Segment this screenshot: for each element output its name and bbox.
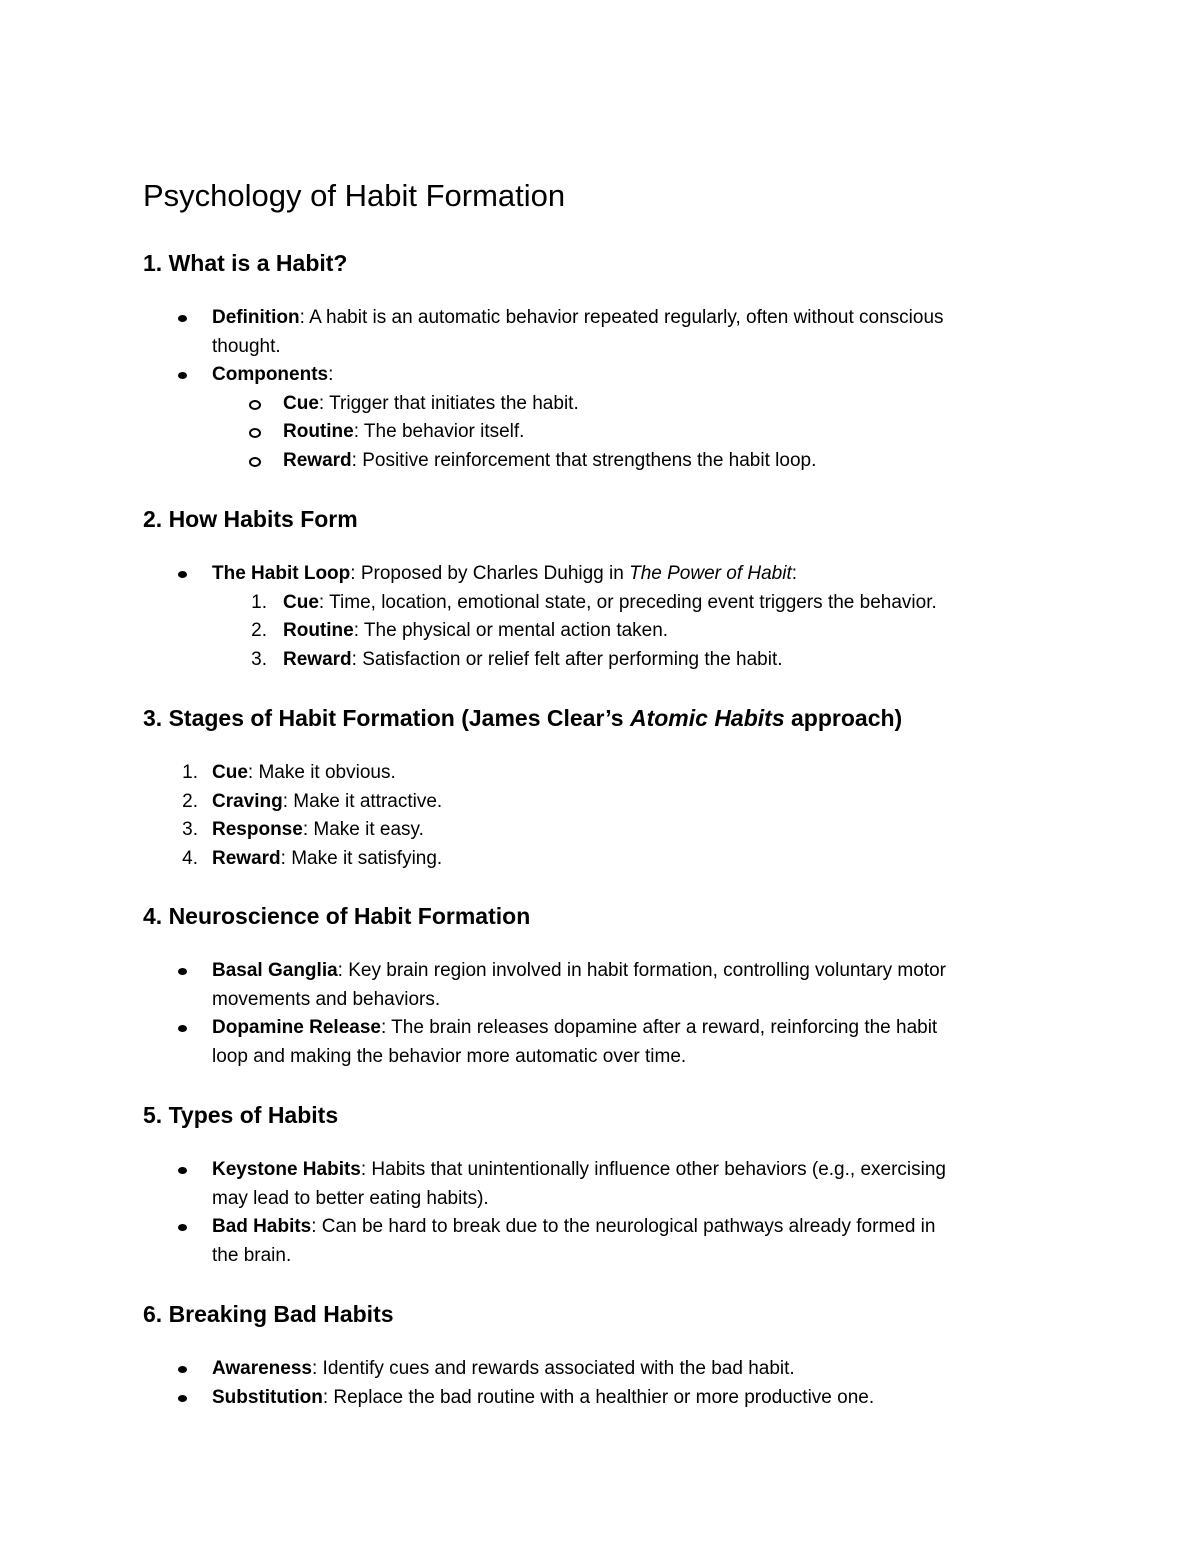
description: : Identify cues and rewards associated with the bad habit. — [312, 1358, 795, 1379]
term: Basal Ganglia — [212, 960, 338, 981]
hollow-bullet-icon — [249, 400, 261, 410]
list-item-bad-habits — [143, 1213, 1063, 1270]
heading-book-title: Atomic Habits — [629, 705, 785, 731]
bullet-list — [143, 560, 1063, 674]
description-continued: movements and behaviors. — [212, 988, 441, 1010]
document-page — [143, 176, 1063, 1408]
list-item-substitution — [143, 1384, 1063, 1413]
numbered-list — [143, 759, 1063, 873]
list-item-dopamine — [143, 1014, 1063, 1071]
term: Reward — [283, 449, 352, 471]
numbered-item — [143, 788, 1063, 817]
section-what-is-a-habit — [143, 248, 1063, 475]
description: : Make it easy. — [302, 819, 424, 840]
description: : Make it obvious. — [247, 762, 396, 783]
section-how-habits-form — [143, 504, 1063, 674]
sub-item-cue — [143, 390, 1063, 419]
section-heading: 1. What is a Habit? — [143, 250, 348, 276]
term: Dopamine Release — [212, 1017, 381, 1038]
description: : Make it attractive. — [282, 790, 443, 812]
bullet-icon — [178, 372, 187, 379]
bullet-icon — [178, 1395, 187, 1402]
book-title: The Power of Habit — [629, 563, 792, 584]
document-title: Psychology of Habit Formation — [143, 178, 566, 213]
list-item-awareness — [143, 1355, 1063, 1384]
description: : Proposed by Charles Duhigg in — [350, 563, 630, 584]
term: Definition — [212, 307, 300, 328]
description: : Time, location, emotional state, or preceding event triggers the behavior. — [318, 591, 937, 613]
bullet-list — [143, 1355, 1063, 1412]
list-item-habit-loop — [143, 560, 1063, 589]
bullet-list — [143, 1156, 1063, 1270]
bullet-list — [143, 304, 1063, 475]
section-heading: 2. How Habits Form — [143, 506, 358, 532]
item-number: 1. — [251, 591, 267, 613]
section-heading — [143, 703, 1063, 733]
description-continued: loop and making the behavior more automatic over time. — [212, 1045, 687, 1067]
section-types-of-habits — [143, 1100, 1063, 1270]
heading-text-end: approach) — [784, 705, 903, 731]
term: The Habit Loop — [212, 563, 351, 584]
section-heading: 4. Neuroscience of Habit Formation — [143, 903, 531, 929]
description: : A habit is an automatic behavior repeated regularly, often without conscious — [299, 307, 944, 328]
description-continued: thought. — [212, 335, 281, 357]
numbered-item — [143, 759, 1063, 788]
hollow-bullet-icon — [249, 457, 261, 467]
term: Cue — [283, 591, 319, 613]
term: Bad Habits — [212, 1216, 312, 1237]
section-heading: 5. Types of Habits — [143, 1102, 339, 1128]
description: : The physical or mental action taken. — [353, 620, 669, 641]
item-number: 2. — [251, 620, 267, 641]
item-number: 1. — [182, 762, 198, 783]
description-continued: may lead to better eating habits). — [212, 1187, 489, 1209]
numbered-sub-item — [143, 646, 1063, 675]
section-neuroscience — [143, 901, 1063, 1071]
bullet-icon — [178, 968, 187, 975]
heading-text: 3. Stages of Habit Formation (James Clear’s — [143, 705, 630, 731]
description: : Replace the bad routine with a healthier or more productive one. — [322, 1386, 875, 1408]
list-item-components — [143, 361, 1063, 390]
description: : Make it satisfying. — [280, 847, 443, 869]
term: Response — [212, 819, 303, 840]
list-item-keystone — [143, 1156, 1063, 1213]
hollow-bullet-icon — [249, 428, 261, 438]
sub-item-reward — [143, 447, 1063, 476]
term: Cue — [283, 392, 319, 414]
term: Awareness — [212, 1358, 312, 1379]
term: Routine — [283, 421, 354, 442]
description: : Satisfaction or relief felt after performing the habit. — [351, 648, 783, 670]
sub-item-routine — [143, 418, 1063, 447]
description: : The brain releases dopamine after a reward, reinforcing the habit — [380, 1017, 938, 1038]
description: : Can be hard to break due to the neurological pathways already formed in — [311, 1216, 936, 1237]
section-breaking-bad-habits — [143, 1299, 1063, 1412]
term: Routine — [283, 620, 354, 641]
description: : Habits that unintentionally influence other behaviors (e.g., exercising — [360, 1159, 946, 1180]
item-number: 3. — [182, 819, 198, 840]
description: : Trigger that initiates the habit. — [318, 392, 579, 414]
item-number: 4. — [182, 847, 198, 869]
term: Keystone Habits — [212, 1159, 361, 1180]
term: Craving — [212, 790, 283, 812]
bullet-icon — [178, 1224, 187, 1231]
description: : Positive reinforcement that strengthens the habit loop. — [351, 449, 817, 471]
numbered-sub-item — [143, 589, 1063, 618]
term: Components — [212, 364, 329, 385]
numbered-item — [143, 816, 1063, 845]
item-number: 2. — [182, 790, 198, 812]
section-heading: 6. Breaking Bad Habits — [143, 1301, 394, 1327]
bullet-icon — [178, 1025, 187, 1032]
list-item-definition — [143, 304, 1063, 361]
description-end: : — [791, 563, 798, 584]
description: : — [328, 364, 334, 385]
description: : Key brain region involved in habit formation, controlling voluntary motor — [337, 960, 946, 981]
section-stages — [143, 703, 1063, 873]
term: Substitution — [212, 1386, 323, 1408]
numbered-item — [143, 845, 1063, 874]
bullet-icon — [178, 315, 187, 322]
bullet-icon — [178, 571, 187, 578]
bullet-list — [143, 957, 1063, 1071]
numbered-sub-item — [143, 617, 1063, 646]
term: Reward — [212, 847, 281, 869]
item-number: 3. — [251, 648, 267, 670]
term: Cue — [212, 762, 248, 783]
description-continued: the brain. — [212, 1244, 292, 1266]
list-item-basal-ganglia — [143, 957, 1063, 1014]
bullet-icon — [178, 1366, 187, 1373]
bullet-icon — [178, 1167, 187, 1174]
term: Reward — [283, 648, 352, 670]
description: : The behavior itself. — [353, 421, 525, 442]
